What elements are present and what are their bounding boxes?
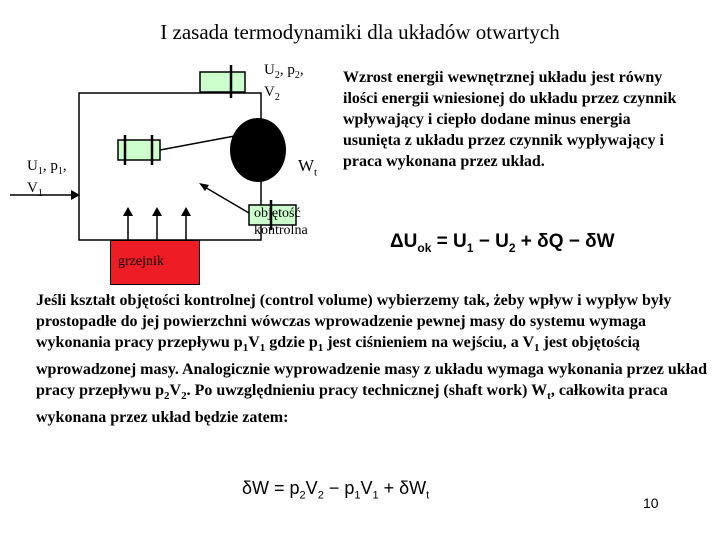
- outlet-label: $U_2$, $p_2$, $V_2$: [264, 62, 304, 103]
- page-number: 10: [643, 495, 659, 511]
- heater-label: grzejnik: [118, 254, 164, 269]
- shaft-line: [160, 135, 240, 150]
- control-volume-box: [79, 93, 261, 240]
- slide-title: I zasada termodynamiki dla układów otwartych: [160, 20, 560, 44]
- inlet-arrow: [203, 186, 249, 213]
- heat-arrows: [123, 207, 191, 240]
- outlet-pipe: [200, 72, 245, 92]
- work-label: $W_t$: [298, 156, 318, 179]
- total-work-equation: $\delta W = p_2V_2 - p_1V_1 + \delta W_t$: [242, 478, 430, 502]
- energy-balance-equation: $\Delta U_{ok} = U_1 - U_2 + \delta Q - \delta W$: [390, 231, 615, 255]
- inlet-label: $U_1$, $p_1$, $V_1$: [27, 158, 67, 199]
- energy-statement: Wzrost energii wewnętrznej układu jest równy ilości energii wniesionej do układu przez czynnik wpływający i ciepło dodane minus energia usunięta z układu przez czynnik wypływający i praca wykonana przez układ.: [343, 69, 677, 170]
- work-disk: [230, 118, 286, 182]
- flow-work-paragraph: Jeśli kształt objętości kontrolnej (control volume) wybierzemy tak, żeby wpływ i wypływ były prostopadłe do jej powierzchni wówczas wprowadzenie pewnej masy do systemu wymaga wykonania pracy przepływu $p_1V_1$ gdzie $p_1$ jest ciśnieniem na wejściu, a $V_1$ jest objętością wprowadzonej masy. Analogicznie wyprowadzenie masy z układu wymaga wykonania przez układ pracy przepływu $p_2V_2$. Po uwzględnieniu pracy technicznej (shaft work) $W_t$, całkowita praca wykonana przez układ będzie zatem:: [36, 292, 708, 427]
- control-volume-label: objętość kontrolna: [254, 206, 308, 238]
